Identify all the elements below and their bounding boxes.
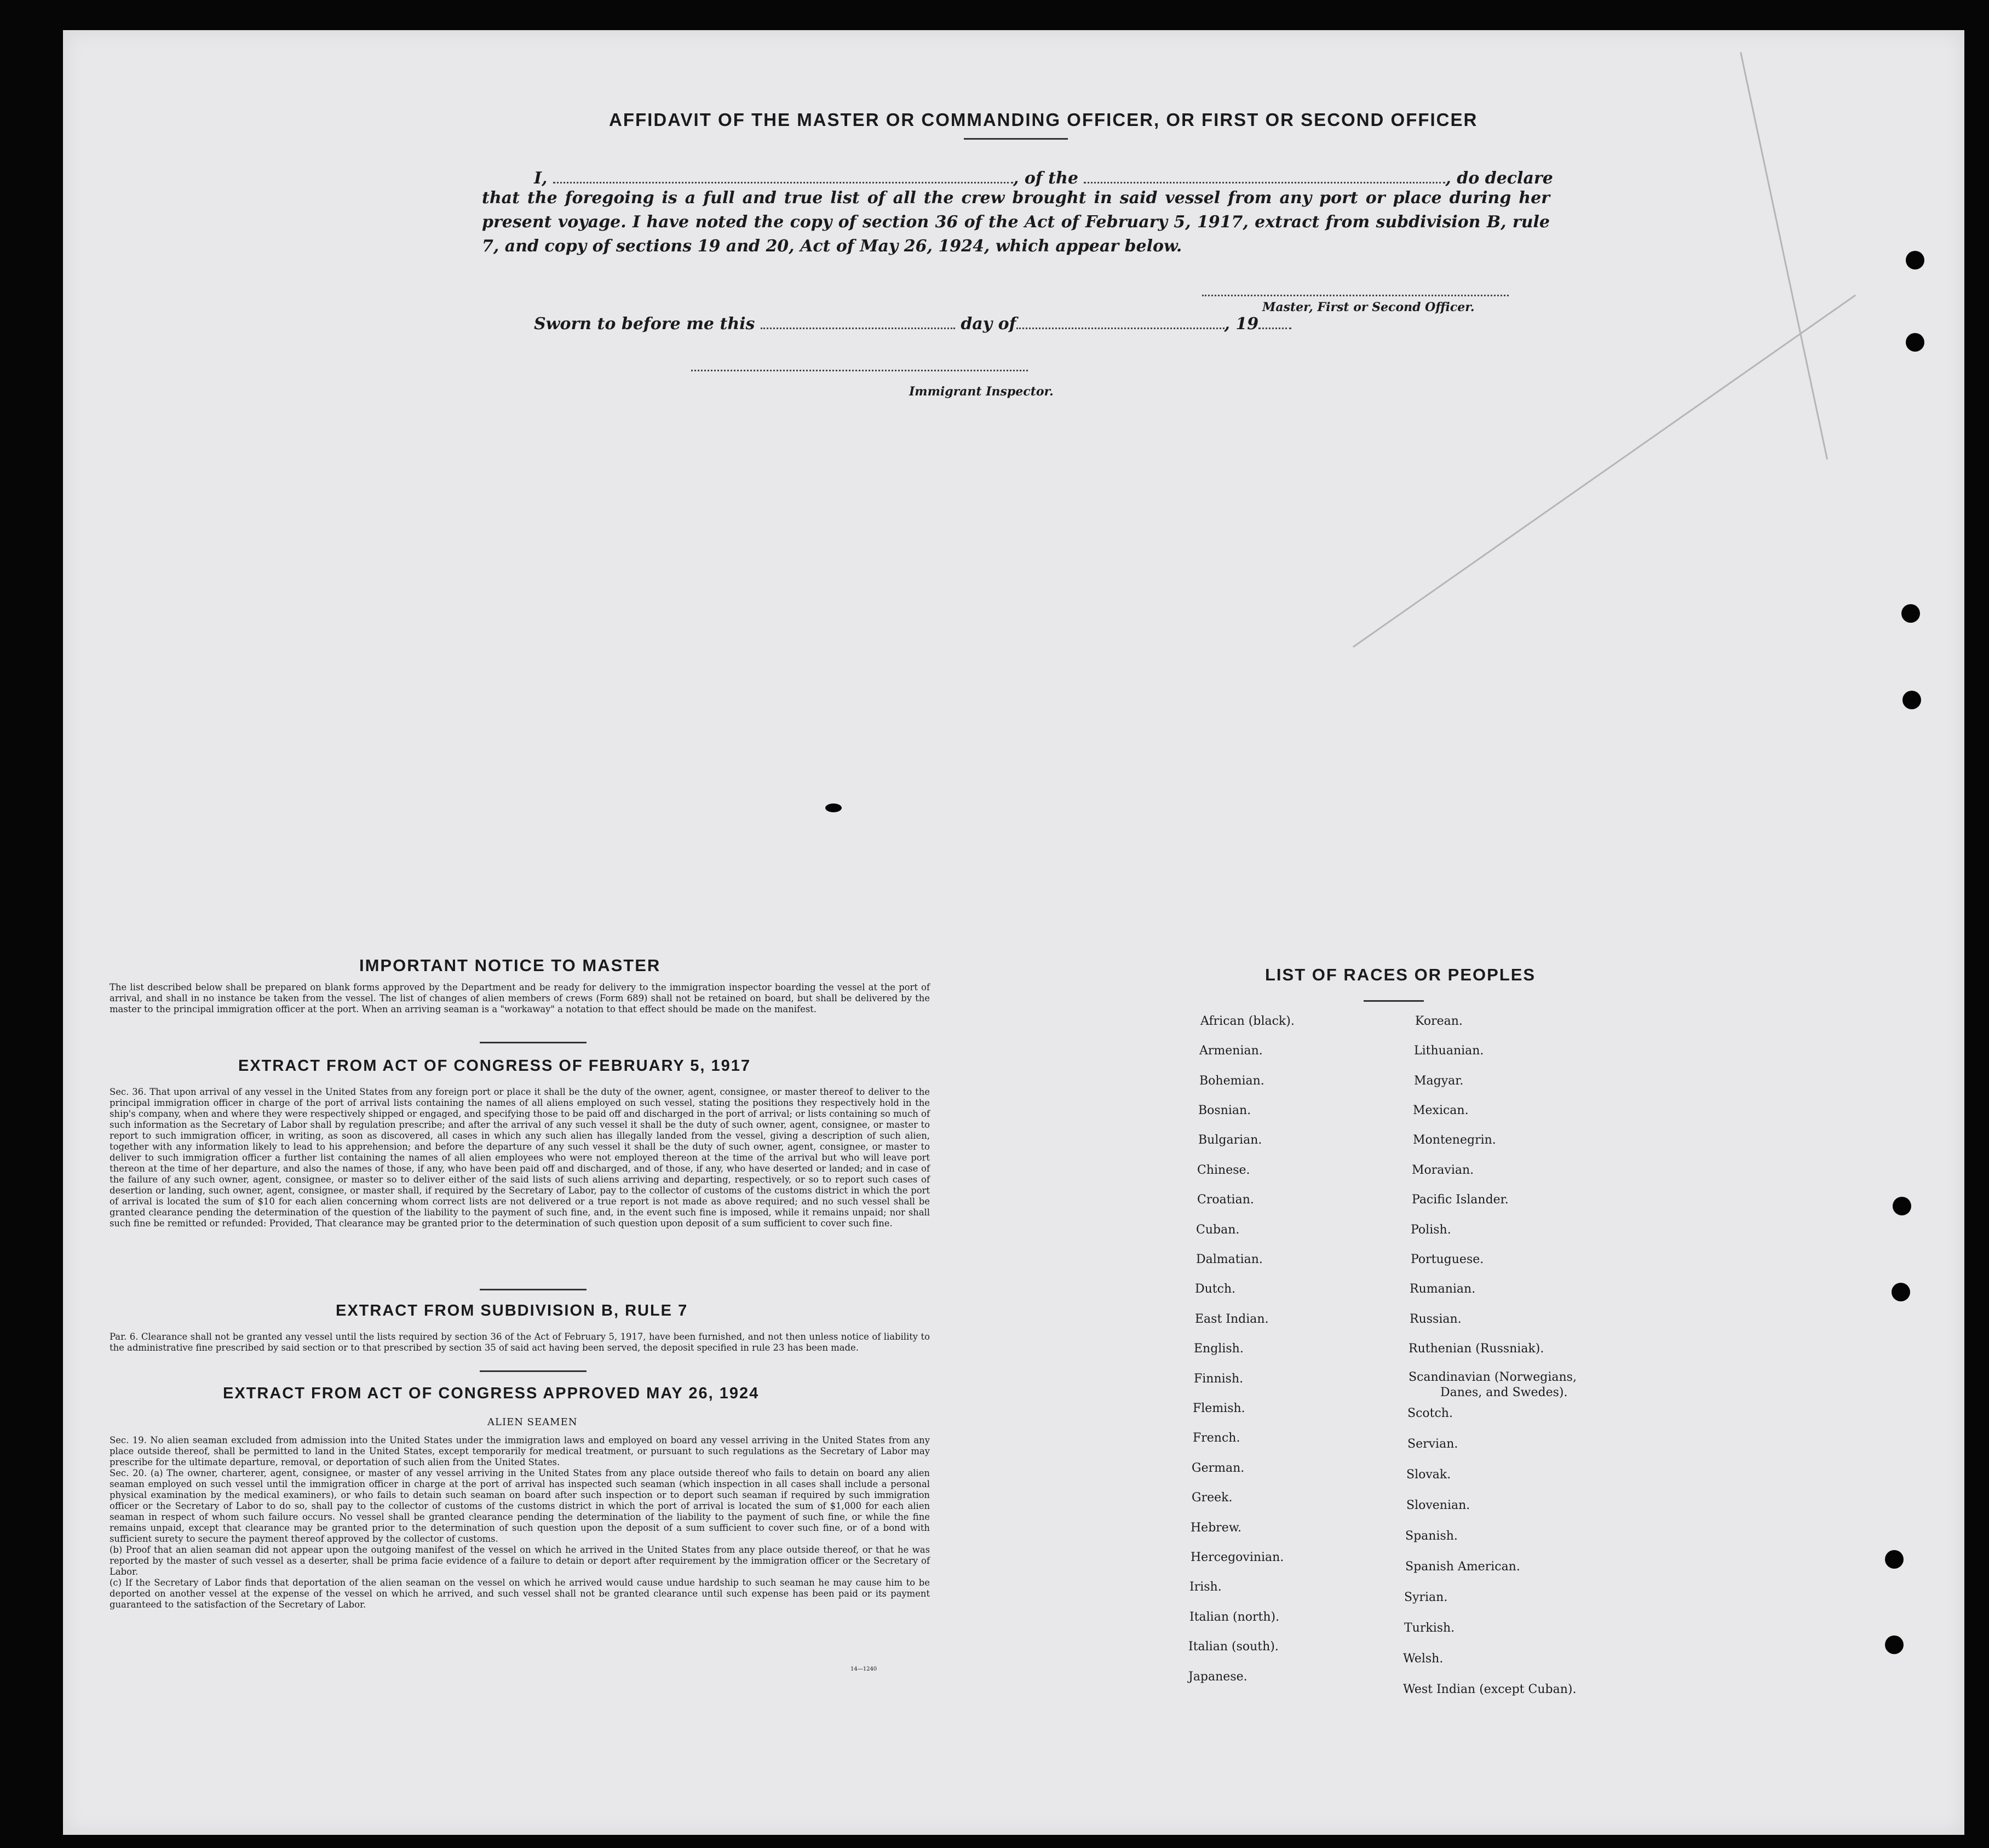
divider [480, 1289, 587, 1290]
race-item: Servian. [1407, 1437, 1458, 1451]
vessel-label: , of the [1013, 169, 1078, 188]
inspector-signature-label: Immigrant Inspector. [909, 384, 1054, 399]
punch-hole [1902, 691, 1921, 709]
sworn-year-field[interactable] [1258, 311, 1291, 329]
ink-blot [825, 804, 842, 812]
race-item: Japanese. [1188, 1670, 1248, 1684]
race-item: Turkish. [1404, 1621, 1455, 1635]
race-item: German. [1192, 1461, 1245, 1475]
race-item: African (black). [1200, 1014, 1295, 1028]
race-item: Polish. [1411, 1223, 1451, 1237]
races-title: LIST OF RACES OR PEOPLES [1265, 965, 1536, 984]
notice-title: IMPORTANT NOTICE TO MASTER [359, 956, 661, 975]
punch-hole [1885, 1550, 1904, 1569]
race-item: Ruthenian (Russniak). [1409, 1342, 1544, 1356]
race-item: Italian (north). [1189, 1610, 1280, 1624]
race-item: West Indian (except Cuban). [1403, 1683, 1577, 1696]
race-item: Mexican. [1413, 1104, 1469, 1117]
divider [480, 1042, 587, 1043]
divider [1364, 1000, 1424, 1002]
race-item: Portuguese. [1411, 1253, 1484, 1266]
sec20a-text: Sec. 20. (a) The owner, charterer, agent, consignee, or master of any vessel arriving in the United States from any place outside thereof who fails to detain on board any alien seaman employed on such vessel until the immigration officer in charge at the port of arrival has inspected such seaman (which inspection in all cases shall include a personal physical examination by the medical examiners), or who fails to detain such seaman on board after such inspection or to deport such seaman if required by such immigration officer or the Secretary of Labor to do so, shall pay to the collector of customs of the customs district in which the port of arrival is located the sum of $1,000 for each alien seaman in respect of whom such failure occurs. No vessel shall be granted clearance pending the determination of the liability to the payment of such fine, or while the fine remains unpaid, except that clearance may be granted prior to the determination of such question upon the deposit of a sum sufficient to cover such fine, or of a bond with sufficient surety to secure the payment thereof approved by the collector of customs. [110, 1468, 930, 1544]
race-item: Scandinavian (Norwegians, [1409, 1370, 1577, 1384]
sec19-text: Sec. 19. No alien seaman excluded from admission into the United States under the immigration laws and employed on board any vessel arriving in the United States from any place outside thereof, shall be permitted to land in the United States, except temporarily for medical treatment, or pursuant to such regulations as the Secretary of Labor may prescribe for the ultimate departure, removal, or deportation of such alien from the United States. [110, 1435, 930, 1467]
race-item: Bosnian. [1198, 1104, 1251, 1117]
extract-1924-text [110, 1435, 930, 1610]
inspector-signature-line[interactable] [691, 370, 1028, 371]
race-item: Magyar. [1414, 1074, 1464, 1088]
rule7-text: Par. 6. Clearance shall not be granted any vessel until the lists required by section 36 of the Act of February 5, 1917, have been furnished, and not then unless notice of liability to the administrative fine prescribed by said section or to that prescribed by section 35 of said act having been served, the deposit specified in rule 23 has been made. [110, 1332, 930, 1353]
race-item: Chinese. [1197, 1163, 1250, 1177]
race-item: Welsh. [1403, 1652, 1444, 1666]
sec20c-text: (c) If the Secretary of Labor finds that deportation of the alien seaman on the vessel on which he arrived would cause undue hardship to such seaman he may cause him to be deported on another vessel at the expense of the vessel on which he arrived, and such vessel shall not be granted clearance until such expense has been paid or its payment guaranteed to the satisfaction of the Secretary of Labor. [110, 1577, 930, 1610]
punch-hole [1901, 604, 1920, 623]
extract-1917-title: EXTRACT FROM ACT OF CONGRESS OF FEBRUARY 5, 1917 [238, 1057, 751, 1075]
divider [480, 1370, 587, 1372]
race-item: English. [1194, 1342, 1244, 1356]
race-item: Bohemian. [1199, 1074, 1264, 1088]
notice-text: The list described below shall be prepared on blank forms approved by the Department and be ready for delivery to the immigration inspector boarding the vessel at the port of arrival, and shall in no instance be taken from the vessel. The list of changes of alien members of crews (Form 689) shall not be retained on board, but shall be delivered by the master to the principal immigration officer at the port. When an arriving seaman is a "workaway" a notation to that effect should be made on the manifest. [110, 982, 930, 1014]
form-number: 14—1240 [850, 1666, 877, 1672]
punch-hole [1906, 333, 1924, 352]
race-item: Croatian. [1197, 1193, 1254, 1207]
race-item: French. [1193, 1431, 1240, 1445]
extract-1924-title: EXTRACT FROM ACT OF CONGRESS APPROVED MAY 26, 1924 [223, 1385, 760, 1402]
alien-seamen-subtitle: ALIEN SEAMEN [487, 1416, 578, 1428]
race-item: Bulgarian. [1198, 1133, 1262, 1147]
extract-1917-text: Sec. 36. That upon arrival of any vessel in the United States from any foreign port or place it shall be the duty of the owner, agent, consignee, or master thereof to deliver to the principal immigration officer in charge of the port of arrival lists containing the names of all aliens employed on such vessel, stating the positions they respectively hold in the ship's company, when and where they were respectively shipped or engaged, and specifying those to be paid off and discharged in the port of arrival; or lists containing so much of such information as the Secretary of Labor shall by regulation prescribe; and after the arrival of any such vessel it shall be the duty of such owner, agent, consignee, or master to report to such immigration officer, in writing, as soon as discovered, all cases in which any such alien has illegally landed from the vessel, giving a description of such alien, together with any information likely to lead to his apprehension; and before the departure of any such vessel it shall be the duty of such owner, agent, consignee, or master to deliver to such immigration officer a further list containing the names of all alien employees who were not employed thereon at the time of the arrival but who will leave port thereon at the time of her departure, and also the names of those, if any, who have been paid off and discharged, and of those, if any, who have deserted or landed; and in case of the failure of any such owner, agent, consignee, or master so to deliver either of the said lists of such aliens arriving and departing, respectively, or so to report such cases of desertion or landing, such owner, agent, consignee, or master shall, if required by the Secretary of Labor, pay to the collector of customs of the customs district in which the port of arrival is located the sum of $10 for each alien concerning whom correct lists are not delivered or a true report is not made as above required; and no such vessel shall be granted clearance pending the determination of the question of the liability to the payment of such fine, and, in the event such fine is imposed, while it remains unpaid; nor shall such fine be remitted or refunded: Provided, That clearance may be granted prior to the determination of such question upon deposit of a sum sufficient to cover such fine. [110, 1087, 930, 1229]
sec20b-text: (b) Proof that an alien seaman did not appear upon the outgoing manifest of the vessel on which he arrived in the United States from any place outside thereof, or that he was reported by the master of such vessel as a deserter, shall be prima facie evidence of a failure to detain or deport after requirement by the immigration officer or the Secretary of Labor. [110, 1545, 930, 1577]
race-item: Hercegovinian. [1191, 1551, 1284, 1564]
sworn-month-field[interactable] [1016, 311, 1225, 329]
declare-label: , do declare [1445, 169, 1553, 188]
race-item: Greek. [1192, 1491, 1233, 1505]
declarant-label: I, [534, 169, 548, 188]
race-item: Hebrew. [1191, 1521, 1242, 1535]
race-item: Cuban. [1196, 1223, 1240, 1237]
master-signature-label: Master, First or Second Officer. [1262, 300, 1475, 314]
punch-hole [1893, 1197, 1911, 1215]
affidavit-title: AFFIDAVIT OF THE MASTER OR COMMANDING OFFICER, OR FIRST OR SECOND OFFICER [609, 110, 1478, 130]
race-item: Spanish American. [1405, 1560, 1520, 1574]
vessel-name-field[interactable] [1084, 165, 1445, 183]
sworn-day-field[interactable] [761, 311, 955, 329]
day-of-label: day of [961, 314, 1016, 334]
race-item: Flemish. [1193, 1402, 1245, 1415]
race-item: Italian (south). [1188, 1640, 1279, 1654]
master-signature-line[interactable] [1202, 295, 1509, 296]
race-item: Irish. [1189, 1580, 1222, 1594]
declarant-name-field[interactable] [553, 165, 1013, 183]
race-item: Korean. [1415, 1014, 1463, 1028]
divider [964, 138, 1068, 140]
race-item: Danes, and Swedes). [1440, 1386, 1568, 1399]
race-item: Slovak. [1406, 1468, 1451, 1482]
race-item: Russian. [1410, 1312, 1462, 1326]
race-item: Dutch. [1195, 1282, 1236, 1296]
rule7-title: EXTRACT FROM SUBDIVISION B, RULE 7 [336, 1302, 688, 1319]
race-item: Scotch. [1407, 1407, 1453, 1420]
punch-hole [1892, 1283, 1910, 1301]
race-item: Syrian. [1404, 1591, 1448, 1604]
race-item: Armenian. [1199, 1044, 1263, 1058]
race-item: Montenegrin. [1413, 1133, 1496, 1147]
race-item: Pacific Islander. [1412, 1193, 1509, 1207]
race-item: East Indian. [1195, 1312, 1269, 1326]
punch-hole [1906, 251, 1924, 269]
sworn-line [534, 311, 1291, 334]
race-item: Dalmatian. [1196, 1253, 1263, 1266]
race-item: Spanish. [1405, 1529, 1458, 1543]
declaration-line [534, 165, 1553, 188]
race-item: Finnish. [1194, 1372, 1244, 1386]
race-item: Slovenian. [1406, 1499, 1470, 1512]
year-label: , 19 [1224, 314, 1259, 334]
punch-hole [1885, 1635, 1904, 1654]
race-item: Lithuanian. [1414, 1044, 1484, 1058]
race-item: Rumanian. [1410, 1282, 1476, 1296]
affidavit-text: that the foregoing is a full and true list of all the crew brought in said vessel from any port or place during her present voyage. I have noted the copy of section 36 of the Act of February 5, 1917, extract from subdivision B, rule 7, and copy of sections 19 and 20, Act of May 26, 1924, which appear below. [482, 188, 1550, 256]
race-item: Moravian. [1412, 1163, 1474, 1177]
sworn-label: Sworn to before me this [534, 314, 755, 334]
